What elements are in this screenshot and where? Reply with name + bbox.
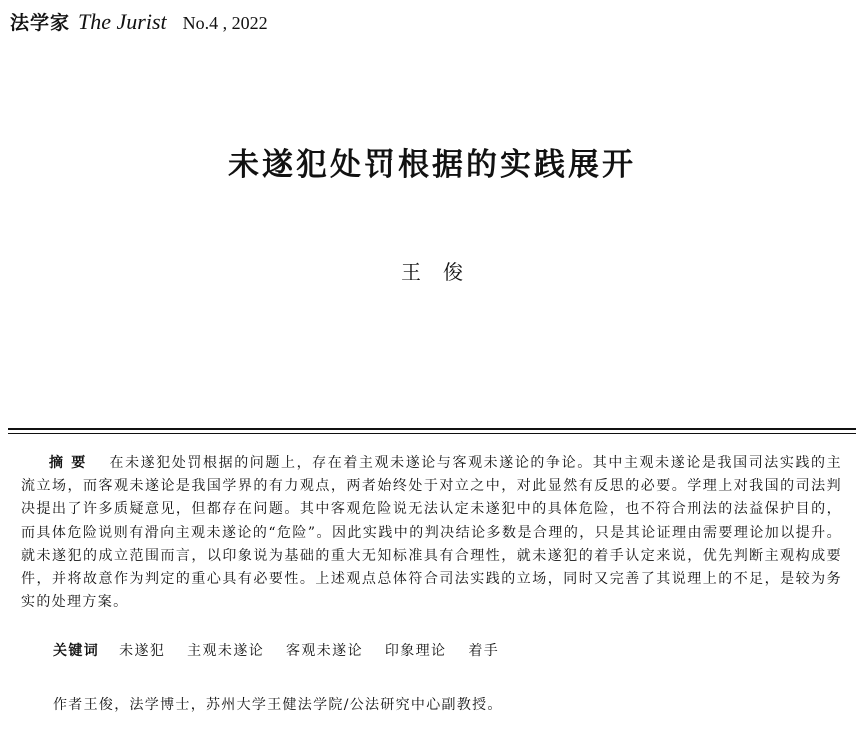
- issue-number: No.4 , 2022: [182, 13, 268, 33]
- abstract: [21, 452, 842, 614]
- journal-header: [10, 8, 268, 38]
- keywords-label: 关键词: [53, 643, 100, 659]
- article-title: 未遂犯处罚根据的实践展开: [228, 147, 636, 183]
- abstract-text: 在未遂犯处罚根据的问题上，存在着主观未遂论与客观未遂论的争论。其中主观未遂论是我国司法实践的主流立场，而客观未遂论是我国学界的有力观点，两者始终处于对立之中，对此显然有反思的必要。学理上对我国的司法判决提出了许多质疑意见，但都存在问题。其中客观危险说无法认定未遂犯中的具体危险，也不符合刑法的法益保护目的，而具体危险说则有滑向主观未遂论的“危险”。因此实践中的判决结论多数是合理的，只是其论证理由需要理论加以提升。就未遂犯的成立范围而言，以印象说为基础的重大无知标准具有合理性，就未遂犯的着手认定来说，优先判断主观构成要件，并将故意作为判定的重心具有必要性。上述观点总体符合司法实践的立场，同时又完善了其说理上的不足，是较为务实的处理方案。: [21, 455, 842, 611]
- author-note: 作者王俊，法学博士，苏州大学王健法学院/公法研究中心副教授。: [53, 697, 503, 713]
- keyword-item: 客观未遂论: [285, 643, 363, 659]
- abstract-label: 摘要: [49, 455, 94, 471]
- keyword-item: 着手: [468, 643, 500, 659]
- keyword-item: 未遂犯: [119, 643, 166, 659]
- keywords: [53, 640, 515, 662]
- journal-name-en: The Jurist: [78, 9, 167, 34]
- divider-thick: [8, 428, 856, 430]
- article-author: 王俊: [401, 260, 485, 284]
- keyword-item: 印象理论: [384, 643, 447, 659]
- journal-name-cn: 法学家: [10, 12, 71, 34]
- divider-thin: [8, 433, 856, 434]
- keyword-item: 主观未遂论: [187, 643, 265, 659]
